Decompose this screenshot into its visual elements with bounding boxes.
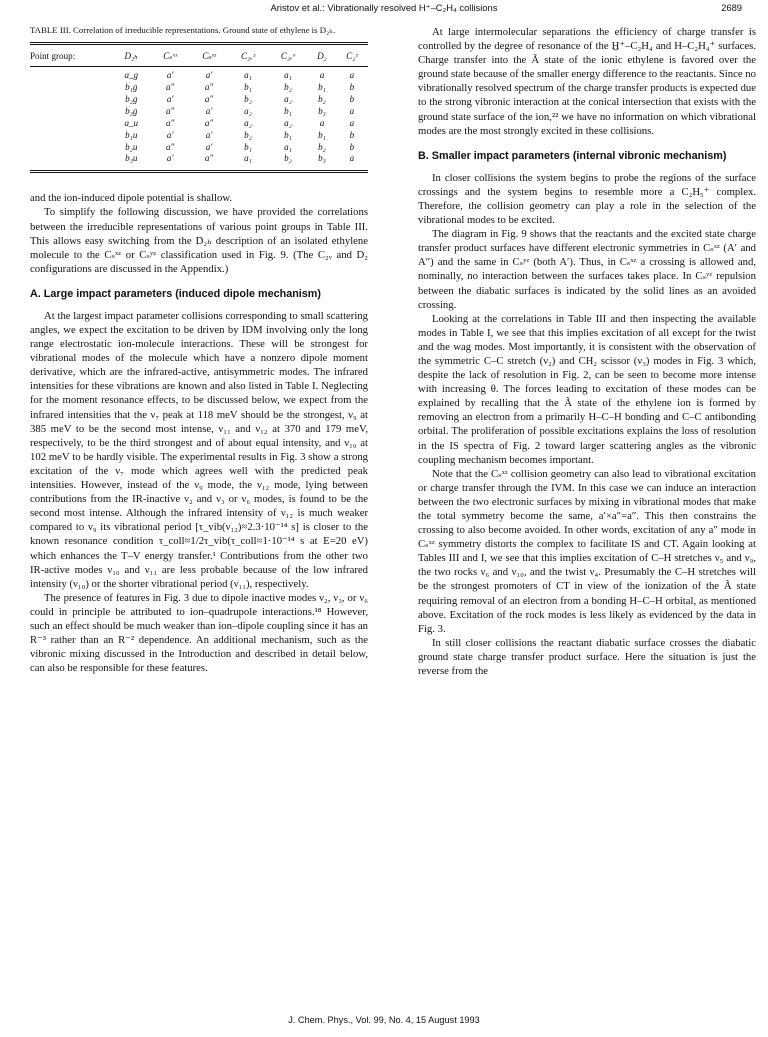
- table-cell: a″: [204, 82, 214, 92]
- table-body: [30, 67, 368, 172]
- table-cell: b₁g: [125, 82, 138, 92]
- table-cell: a₂: [284, 117, 292, 128]
- table-cell: b₁: [318, 129, 326, 140]
- table-cell: b₁u: [125, 129, 138, 140]
- paragraph: At large intermolecular separations the efficiency of charge transfer is controlled by the degree of resonance of the H̲⁺–C₂H₄ and H–C₂H₄⁺ surfaces. Charge transfer into the Ã state of the ionic ethylene is favored over the ground state because of the smaller energy difference to the reactants. Since no vibrationally resolved spectrum of the charge transfer products is expected due to the strong vibronic interaction at the conical intersection that exists with the ground state surface of the ion,²² we have no information on which vibrational modes are the most strongly excited in these collisions.: [418, 26, 756, 137]
- paragraph: In closer collisions the system begins to probe the regions of the surface crossings and the system begins to resemble more a C₂H₅⁺ complex. Therefore, the collision geometry can play a role in the selection of the vibrational modes to be excited.: [418, 171, 756, 227]
- table-cell: b: [349, 141, 355, 152]
- table-cell: a_u: [124, 117, 139, 128]
- table-cell: b₃: [308, 153, 335, 171]
- table-cell: b₂: [244, 93, 252, 104]
- table-cell: a: [349, 70, 355, 81]
- table-cell: a₂: [244, 117, 252, 128]
- table-header-cell: D₂: [308, 44, 335, 67]
- table-header-row: [30, 44, 368, 67]
- table-row: [30, 130, 368, 142]
- table-cell: a′: [205, 105, 213, 116]
- table-cell: a′: [205, 70, 213, 81]
- journal-footer: J. Chem. Phys., Vol. 99, No. 4, 15 August 1993: [288, 1015, 480, 1025]
- table-row: [30, 118, 368, 130]
- table-cell: a₂: [244, 105, 252, 116]
- table-cell: a′: [166, 70, 174, 81]
- table-row: [30, 82, 368, 94]
- paragraph: The diagram in Fig. 9 shows that the reactants and the excited state charge transfer product surfaces have different electronic symmetries in Cₛˣᶻ (A′ and A″) and the same in Cₛʸᶻ (both A′). Thus, in Cₛˣᶻ a crossing is allowed and, nominally, no interaction between the surfaces takes place. In Cₛʸᶻ repulsion between the diabatic surfaces is indicated by the solid lines as an avoided crossing.: [418, 228, 756, 311]
- table-row: [30, 67, 368, 82]
- table-cell: a″: [166, 141, 175, 152]
- table-cell: a₂: [284, 93, 292, 104]
- table-header-cell: Cₛʸᶻ: [190, 44, 229, 67]
- paragraph: In still closer collisions the reactant diabatic surface crosses the diabatic ground state charge transfer product surface. Here the situation is just the reverse from the: [418, 636, 756, 678]
- table-cell: a_g: [124, 70, 139, 81]
- table-cell: a″: [204, 117, 214, 128]
- correlation-table: [30, 42, 368, 173]
- table-cell: a₁: [284, 70, 292, 81]
- table-cell: a: [349, 117, 355, 128]
- running-header: [26, 2, 742, 16]
- paragraph: Note that the Cₛˣᶻ collision geometry can also lead to vibrational excitation or charge transfer through the IVM. In this case we can induce an interaction between the two electronic surfaces by mixing in vibrational modes that make the total symmetry become the same, a′×a″=a″. This then constrains the crossing to also become avoided. In other words, excitation of any a″ mode in Cₛˣᶻ symmetry distorts the complex to facilitate IS and CT. Again looking at Tables III and I, we see that this implies excitation of C–H stretches ν₅ and ν₉, the two rocks ν₆ and ν₁₀, and the twist ν₄. Presumably the C–H stretches will be the strongest promoters of CT in view of the ionization of the Ã state requiring removal of an electron from a bonding H–C–H orbital, as mentioned above. Excitation of the rock modes is less likely as evidenced by the data in Fig. 3.: [418, 467, 756, 635]
- table-cell: b: [349, 82, 355, 92]
- table-cell: a′: [166, 129, 174, 140]
- table-cell: b₂: [284, 82, 292, 92]
- table-cell: a′: [151, 153, 190, 171]
- table-cell: b₂u: [125, 141, 138, 152]
- table-row: [30, 94, 368, 106]
- table-cell: b₁: [284, 105, 292, 116]
- table-caption: [30, 25, 368, 36]
- table-header-cell: C₂ᵥˣ: [268, 44, 308, 67]
- table-cell: b₁: [284, 129, 292, 140]
- table-cell: a: [336, 153, 368, 171]
- table-cell: b₁: [244, 141, 252, 152]
- table-cell: b₃u: [112, 153, 151, 171]
- table-cell: b₂: [244, 129, 252, 140]
- table-cell: a₁: [228, 153, 267, 171]
- table-header-cell: C₂ᶻ: [336, 44, 368, 67]
- section-heading: A. Large impact parameters (induced dipole mechanism): [30, 287, 321, 300]
- table-cell: a′: [205, 141, 213, 152]
- table-cell: a″: [166, 117, 175, 128]
- table-cell: b₃: [318, 105, 326, 116]
- table-cell: [30, 67, 112, 82]
- table-caption-label: TABLE III.: [30, 25, 71, 35]
- paragraph: Looking at the correlations in Table III and then inspecting the available modes in Table I, we see that this implies excitation of all except for the twist and the wag modes. Most importantly, it is consistent with the observation of the symmetric C–C stretch (ν₂) and CH₂ scissor (ν₃) modes in Fig. 3 which, despite the lack of resolution in Fig. 2, can be seen to become more intense with increasing θ. The forces leading to excitation of these modes can be explained by recalling that the Ã state of the ethylene ion is formed by removing an electron from a primarily H–C–H bonding and C–C antibonding orbital. The proliferation of possible excitations explains the loss of resolution in the IS spectra of Fig. 2 toward larger scattering angles as the vibronic coupling mechanism becomes important.: [418, 312, 756, 466]
- table-cell: a: [319, 117, 325, 128]
- table-cell: b: [349, 129, 355, 140]
- table-cell: b₁: [244, 82, 252, 92]
- table-header-cell: Cₛˣᶻ: [151, 44, 190, 67]
- table-cell: b₂: [318, 93, 326, 104]
- table-row: [30, 153, 368, 171]
- table-cell: [30, 130, 112, 142]
- table-header-cell: D₂ₕ: [112, 44, 151, 67]
- table-cell: a: [319, 70, 325, 81]
- left-column: [30, 25, 368, 675]
- table-cell: b₃g: [125, 105, 138, 116]
- table-row: [30, 106, 368, 118]
- table-cell: a′: [166, 93, 174, 104]
- right-column: [418, 25, 756, 678]
- table-cell: a″: [204, 93, 214, 104]
- paragraph: The presence of features in Fig. 3 due to dipole inactive modes ν₂, ν₃, or ν₆ could in principle be attributed to ion–quadrupole interactions.¹⁸ However, such an effect should be much weaker than ion–dipole coupling since it has an R⁻³ rather than an R⁻² dependence. An additional mechanism, such as the vibronic mixing discussed in the Introduction and described in detail below, can also be responsible for these features.: [30, 591, 368, 675]
- table-row: [30, 142, 368, 154]
- page-number: 2689: [721, 2, 742, 13]
- table-cell: a″: [166, 82, 175, 92]
- table-cell: [30, 153, 112, 171]
- table-cell: [30, 106, 112, 118]
- table-cell: a″: [166, 105, 175, 116]
- section-heading: B. Smaller impact parameters (internal vibronic mechanism): [418, 149, 727, 162]
- table-header-cell: Point group:: [30, 44, 112, 67]
- table-cell: b₂g: [125, 93, 138, 104]
- table-cell: [30, 94, 112, 106]
- table-cell: [30, 82, 112, 94]
- table-cell: a″: [190, 153, 229, 171]
- paragraph: To simplify the following discussion, we have provided the correlations between the irreducible representations of various point groups in Table III. This allows easy switching from the D₂ₕ description of an isolated ethylene molecule to the Cₛˣᶻ or Cₛʸᶻ classification used in Fig. 9. (The C₂ᵥ and D₂ configurations are discussed in the Appendix.): [30, 206, 368, 275]
- paragraph: At the largest impact parameter collisions corresponding to small scattering angles, we expect the excitation to be driven by IDM involving only the long range electrostatic ion-molecule interactions. These will be strongest for vibrational modes of the molecule which have a nonzero dipole moment derivative, which are the infrared-active, antisymmetric modes. The infrared intensities for these vibrations are known and also listed in Table I. Neglecting for the moment resonance effects, to be discussed below, we expect from the infrared intensities that the ν₇ peak at 118 meV should be the strongest, ν₉ at 385 meV to be the second most intense, ν₁₁ and ν₁₂ at 370 and 179 meV, respectively, to be the third strongest and of about equal intensity, and ν₁₀ at 102 meV to be hardly visible. The experimental results in Fig. 3 show a strong excitation of the ν₇ mode which agrees well with the predicted peak intensities. However, instead of the ν₉ mode, the ν₁₂ mode, lying between contributions from the IR-inactive ν₂ and ν₃ or ν₆ modes, is found to be the second most intense. Although the infrared intensity of ν₁₂ is much weaker compared to ν₉ its vibrational period [τ_vib(ν₁₂)≈2.3·10⁻¹⁴ s] is closer to the known resonance condition τ_coll≈1/2τ_vib(τ_coll≈1·10⁻¹⁴ s at E=20 eV) which enhances the T–V energy transfer.¹ Contributions from the other two IR-active modes ν₁₀ and ν₁₁ are less probable because of the low infrared intensity (ν₁₀) or the shorter vibrational period (ν₁₁), respectively.: [30, 309, 368, 590]
- table-cell: a′: [205, 129, 213, 140]
- table-cell: b₂: [318, 141, 326, 152]
- table-cell: b₂: [268, 153, 308, 171]
- table-cell: [30, 118, 112, 130]
- table-cell: [30, 142, 112, 154]
- paragraph: and the ion-induced dipole potential is shallow.: [30, 192, 233, 205]
- running-title: Aristov et al.: Vibrationally resolved H⁺–C₂H₄ collisions: [270, 2, 498, 13]
- table-cell: a₁: [284, 141, 292, 152]
- table-cell: b: [349, 93, 355, 104]
- table-cell: b₁: [318, 82, 326, 92]
- table-cell: a₁: [244, 70, 252, 81]
- table-header-cell: C₂ᵥᶻ: [228, 44, 267, 67]
- table-caption-text: Correlation of irreducible representations. Ground state of ethylene is D₂ₕ.: [73, 25, 336, 35]
- table-cell: a: [349, 105, 355, 116]
